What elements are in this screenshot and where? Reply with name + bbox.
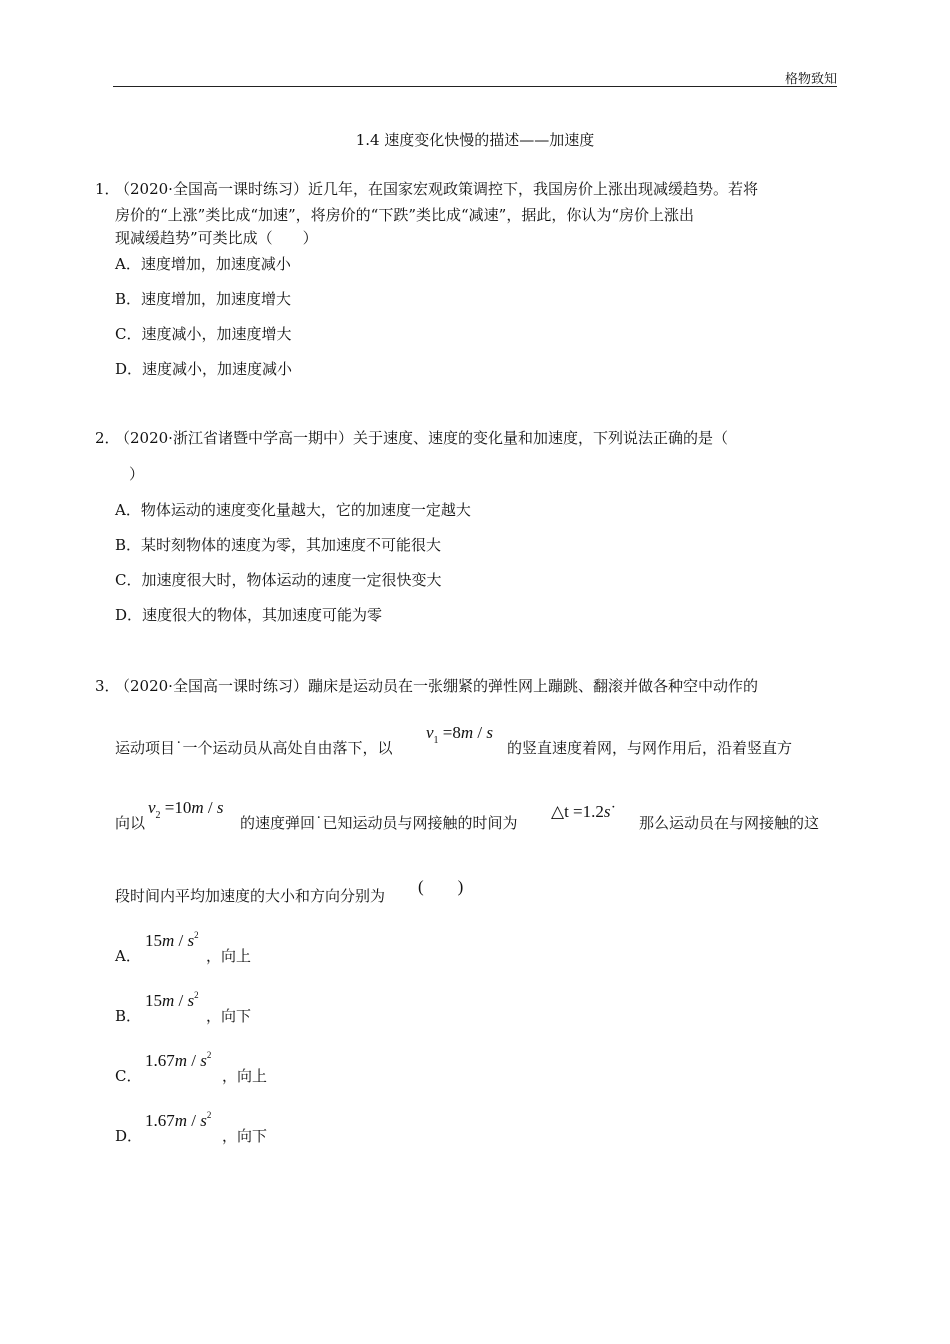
question-3-option-d-formula[interactable]: $1.67m / s^2$ bbox=[145, 1110, 212, 1130]
question-3-line-3-c: 那么运动员在与网接触的这 bbox=[639, 814, 820, 832]
header-divider bbox=[113, 86, 837, 87]
question-3-source: （2020·全国高一课时练习） bbox=[115, 677, 308, 695]
question-3-option-c-formula[interactable]: $1.67m / s^2$ bbox=[145, 1050, 212, 1070]
question-1-line-1: （2020·全国高一课时练习）近几年，在国家宏观政策调控下，我国房价上涨出现减缓趋势。若将 bbox=[115, 180, 758, 198]
question-3-line-3-b: 的速度弹回˙已知运动员与网接触的时间为 bbox=[240, 814, 518, 832]
question-3-option-b-direction[interactable]: ，向下 bbox=[206, 1007, 252, 1025]
question-3-option-c-label[interactable]: C． bbox=[115, 1067, 142, 1085]
question-2-option-a[interactable]: A．物体运动的速度变化量越大，它的加速度一定越大 bbox=[115, 501, 471, 519]
question-3-line-1: （2020·全国高一课时练习）蹦床是运动员在一张绷紧的弹性网上蹦跳、翻滚并做各种空中动作的 bbox=[115, 677, 758, 695]
question-1-option-b[interactable]: B．速度增加，加速度增大 bbox=[115, 290, 292, 308]
question-3-option-a-formula[interactable]: $15m / s^2$ bbox=[145, 930, 199, 950]
question-3-option-b-formula[interactable]: $15m / s^2$ bbox=[145, 990, 199, 1010]
question-2-option-d[interactable]: D．速度很大的物体，其加速度可能为零 bbox=[115, 606, 383, 624]
question-1-option-a[interactable]: A．速度增加，加速度减小 bbox=[115, 255, 291, 273]
question-2-line-2: ） bbox=[129, 465, 145, 483]
page-title: 1.4 速度变化快慢的描述——加速度 bbox=[355, 131, 595, 149]
question-3-option-d-label[interactable]: D． bbox=[115, 1127, 143, 1145]
question-1-line-2: 房价的“上涨”类比成“加速”，将房价的“下跌”类比成“减速”，据此，你认为“房价上涨出 bbox=[115, 206, 695, 224]
question-2-line-1: （2020·浙江省诸暨中学高一期中）关于速度、速度的变化量和加速度，下列说法正确的是（ bbox=[115, 429, 728, 447]
question-3-option-a-label[interactable]: A． bbox=[115, 947, 141, 965]
question-2-number: 2． bbox=[95, 429, 120, 447]
question-3-option-b-label[interactable]: B． bbox=[115, 1007, 142, 1025]
question-3-line-2-a: 运动项目˙一个运动员从高处自由落下，以 bbox=[115, 739, 393, 757]
question-1-number: 1． bbox=[95, 180, 120, 198]
question-3-number: 3． bbox=[95, 677, 120, 695]
question-3-line-3-a: 向以 bbox=[115, 814, 146, 832]
question-1-option-c[interactable]: C．速度减小，加速度增大 bbox=[115, 325, 292, 343]
question-2-option-b[interactable]: B．某时刻物体的速度为零，其加速度不可能很大 bbox=[115, 536, 442, 554]
question-1-source: （2020·全国高一课时练习） bbox=[115, 180, 308, 198]
formula-dt: △t =1.2s˙ bbox=[551, 802, 617, 821]
question-1-line-3: 现减缓趋势”可类比成（ ） bbox=[115, 229, 318, 247]
question-3-option-d-direction[interactable]: ，向下 bbox=[222, 1127, 268, 1145]
question-2-option-c[interactable]: C．加速度很大时，物体运动的速度一定很快变大 bbox=[115, 571, 442, 589]
answer-bracket: ( ) bbox=[418, 877, 464, 896]
header-brand: 格物致知 bbox=[784, 72, 837, 87]
question-2-source: （2020·浙江省诸暨中学高一期中） bbox=[115, 429, 353, 447]
question-3-line-2-b: 的竖直速度着网，与网作用后，沿着竖直方 bbox=[507, 739, 793, 757]
question-3-option-c-direction[interactable]: ，向上 bbox=[222, 1067, 268, 1085]
formula-v1: $v_1 =8m / s$ bbox=[426, 723, 494, 746]
question-3-option-a-direction[interactable]: ，向上 bbox=[206, 947, 252, 965]
question-1-option-d[interactable]: D．速度减小，加速度减小 bbox=[115, 360, 293, 378]
formula-v2: $v_2 =10m / s$ bbox=[148, 798, 224, 821]
question-3-line-4: 段时间内平均加速度的大小和方向分别为 bbox=[115, 887, 386, 905]
